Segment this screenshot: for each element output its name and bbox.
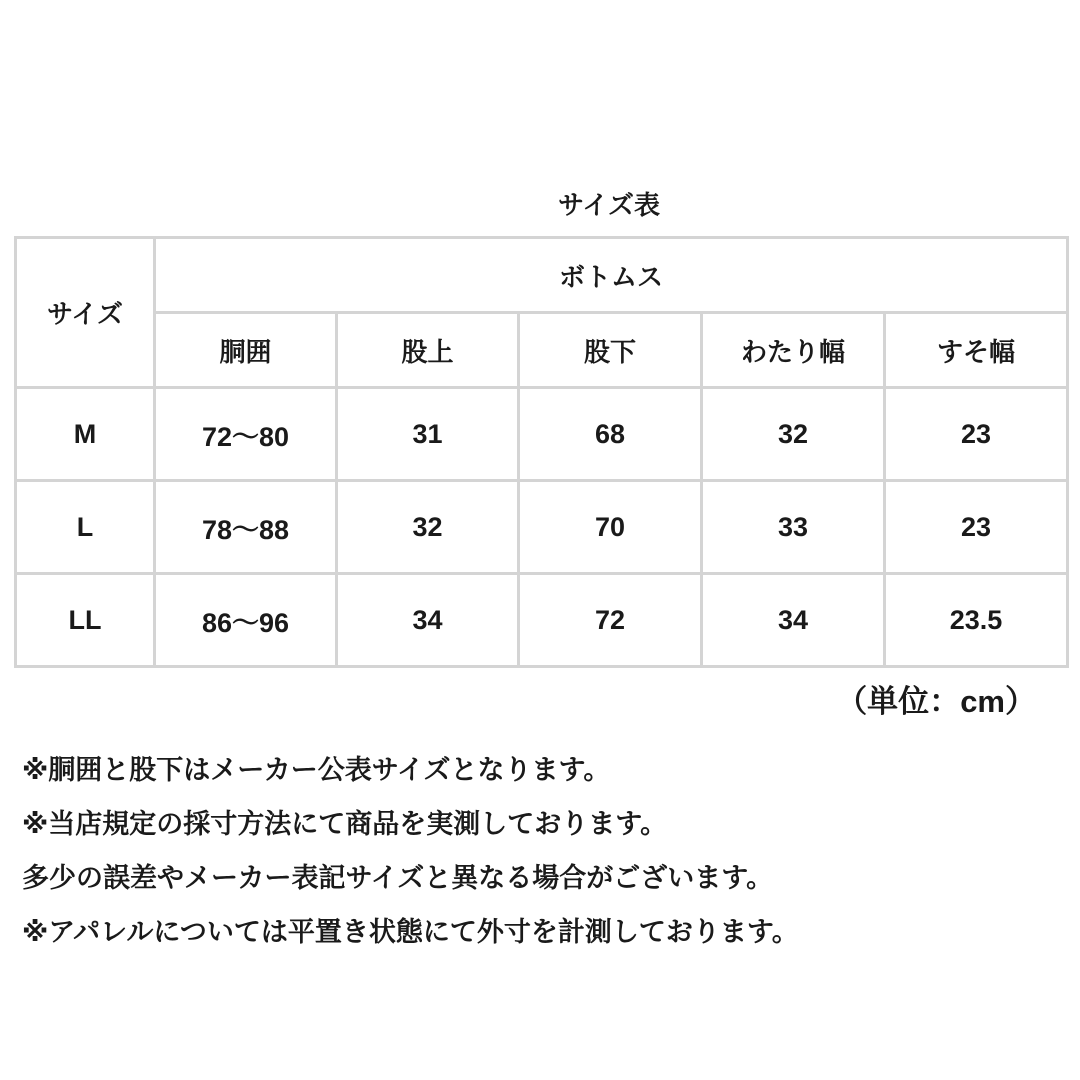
- table-cell-inseam: 68: [519, 388, 702, 481]
- size-label: LL: [16, 574, 155, 667]
- note-line: ※アパレルについては平置き状態にて外寸を計測しております。: [22, 917, 799, 948]
- table-cell-waist: 78～88: [155, 481, 337, 574]
- size-label: M: [16, 388, 155, 481]
- table-header-row: [16, 238, 1068, 313]
- size-label: L: [16, 481, 155, 574]
- unit-note: [836, 680, 1036, 724]
- table-cell-hem-width: 23: [885, 481, 1068, 574]
- notes: [22, 744, 799, 960]
- table-cell-thigh-width: 32: [702, 388, 885, 481]
- bottoms-group-header: ボトムス: [155, 238, 1068, 313]
- note-line: ※胴囲と股下はメーカー公表サイズとなります。: [22, 755, 611, 786]
- table-cell-rise: 31: [337, 388, 519, 481]
- unit-note-open: （単位：: [836, 684, 961, 720]
- table-cell-rise: 34: [337, 574, 519, 667]
- table-row: [16, 481, 1068, 574]
- size-table: [14, 236, 1069, 668]
- table-cell-waist: 72～80: [155, 388, 337, 481]
- page-title: サイズ表: [558, 191, 660, 221]
- column-header-thigh-width: わたり幅: [702, 313, 885, 388]
- table-row: [16, 388, 1068, 481]
- unit-note-unit: cm: [960, 684, 1005, 719]
- table-cell-waist: 86～96: [155, 574, 337, 667]
- table-cell-rise: 32: [337, 481, 519, 574]
- size-column-header: サイズ: [16, 238, 155, 388]
- unit-note-close: ）: [1005, 684, 1036, 720]
- table-row: [16, 574, 1068, 667]
- table-subheader-row: [16, 313, 1068, 388]
- column-header-rise: 股上: [337, 313, 519, 388]
- table-cell-hem-width: 23: [885, 388, 1068, 481]
- table-cell-thigh-width: 33: [702, 481, 885, 574]
- table-cell-hem-width: 23.5: [885, 574, 1068, 667]
- column-header-inseam: 股下: [519, 313, 702, 388]
- table-cell-thigh-width: 34: [702, 574, 885, 667]
- column-header-hem-width: すそ幅: [885, 313, 1068, 388]
- table-cell-inseam: 70: [519, 481, 702, 574]
- note-line: ※当店規定の採寸方法にて商品を実測しております。: [22, 809, 668, 840]
- table-cell-inseam: 72: [519, 574, 702, 667]
- column-header-waist: 胴囲: [155, 313, 337, 388]
- note-line: 多少の誤差やメーカー表記サイズと異なる場合がございます。: [22, 863, 774, 894]
